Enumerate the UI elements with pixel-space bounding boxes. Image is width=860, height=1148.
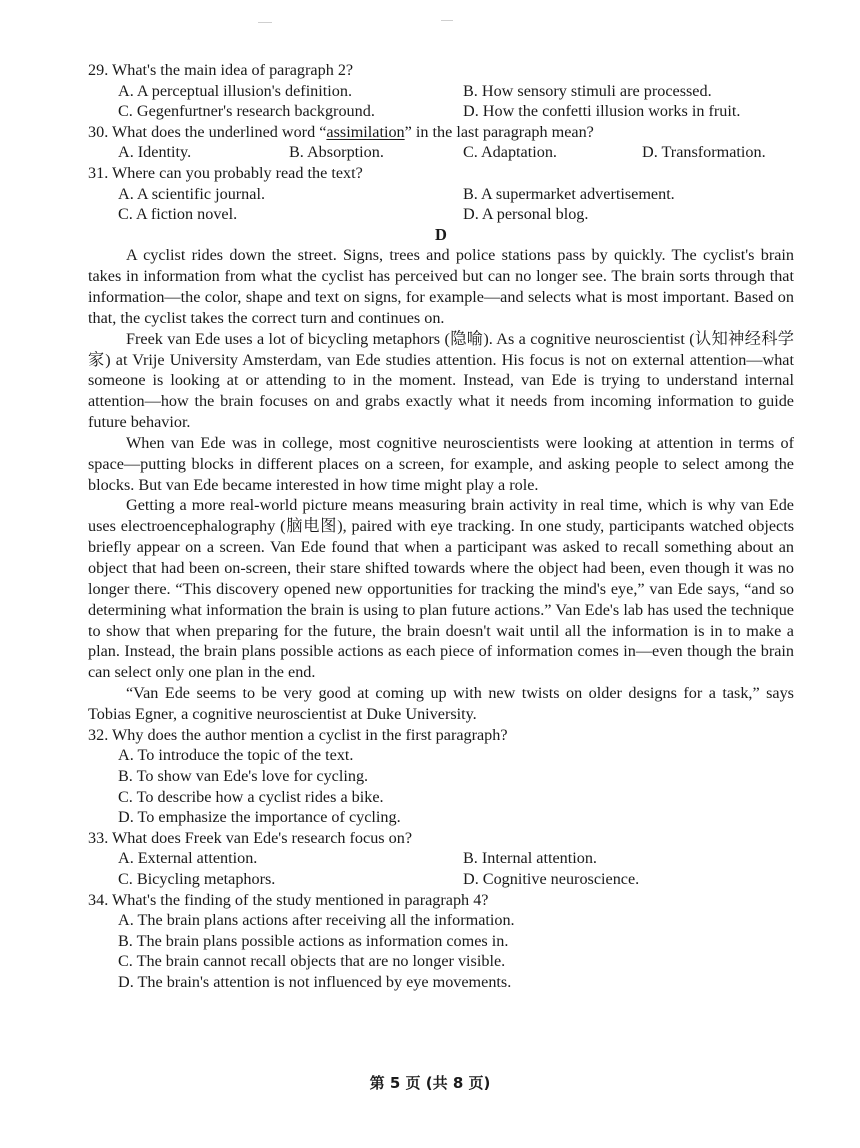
question-30-options xyxy=(88,142,794,163)
option-33-c: C. Bicycling metaphors. xyxy=(118,869,276,888)
option-30-b: B. Absorption. xyxy=(289,143,384,162)
option-34-a: A. The brain plans actions after receiving all the information. xyxy=(118,911,515,930)
question-31-options-row1 xyxy=(88,184,794,205)
question-32-stem: 32. Why does the author mention a cyclist in the first paragraph? xyxy=(88,725,508,744)
option-29-d: D. How the confetti illusion works in fruit. xyxy=(463,102,741,121)
section-label: D xyxy=(435,224,447,244)
question-29-options-row2 xyxy=(88,101,794,122)
option-33-a: A. External attention. xyxy=(118,849,258,868)
option-31-c: C. A fiction novel. xyxy=(118,205,238,224)
question-29-options-row1 xyxy=(88,81,794,102)
question-30-stem-post: ” in the last paragraph mean? xyxy=(404,122,594,141)
option-34-c: C. The brain cannot recall objects that are no longer visible. xyxy=(118,952,506,971)
scan-mark xyxy=(441,20,453,21)
exam-page xyxy=(88,60,794,992)
option-31-a: A. A scientific journal. xyxy=(118,184,266,203)
option-34-b: B. The brain plans possible actions as information comes in. xyxy=(118,931,509,950)
scan-mark xyxy=(258,22,272,23)
passage-paragraph-3: When van Ede was in college, most cognitive neuroscientists were looking at attention in terms of space—putting blocks in different places on a screen, for example, and asking people to select among the blocks. But van Ede became interested in how time might play a role. xyxy=(88,433,794,494)
option-33-b: B. Internal attention. xyxy=(463,849,597,868)
passage-paragraph-1: A cyclist rides down the street. Signs, trees and police stations pass by quickly. The cyclist's brain takes in information from what the cyclist has perceived but can no longer see. The brain sorts through that information—the color, shape and text on signs, for example—and selects what is most important. Based on that, the cyclist takes the correct turn and continues on. xyxy=(88,246,794,327)
question-34-stem: 34. What's the finding of the study mentioned in paragraph 4? xyxy=(88,890,489,909)
option-31-d: D. A personal blog. xyxy=(463,205,589,224)
passage-paragraph-4: Getting a more real-world picture means measuring brain activity in real time, which is why van Ede uses electroencephalography (脑电图), paired with eye tracking. In one study, participants watched objects briefly appear on a screen. Van Ede found that when a participant was asked to recall something about an object that had been on-screen, their stare shifted towards where the object had been, even though it was no longer there. “This discovery opened new opportunities for tracking the mind's eye,” van Ede says, “and so determining what information the brain is using to plan future actions.” Van Ede's lab has used the technique to show that when preparing for the future, the brain doesn't wait until all the information is in to make a plan. Instead, the brain plans possible actions as each piece of information comes in—even though the brain can select only one plan in the end. xyxy=(88,496,794,682)
option-30-d: D. Transformation. xyxy=(642,143,766,162)
option-29-b: B. How sensory stimuli are processed. xyxy=(463,81,712,100)
page-number-footer: 第 5 页 (共 8 页) xyxy=(369,1074,491,1092)
option-29-a: A. A perceptual illusion's definition. xyxy=(118,81,353,100)
question-33-options-row1 xyxy=(88,848,794,869)
option-30-a: A. Identity. xyxy=(118,143,192,162)
question-31-stem: 31. Where can you probably read the text? xyxy=(88,163,363,182)
option-32-c: C. To describe how a cyclist rides a bike. xyxy=(118,787,384,806)
question-30-stem-pre: 30. What does the underlined word “ xyxy=(88,122,327,141)
option-29-c: C. Gegenfurtner's research background. xyxy=(118,102,375,121)
question-33-stem: 33. What does Freek van Ede's research focus on? xyxy=(88,828,413,847)
passage-paragraph-5: “Van Ede seems to be very good at coming up with new twists on older designs for a task,” says Tobias Egner, a cognitive neuroscientist at Duke University. xyxy=(88,684,794,723)
question-30-stem xyxy=(88,122,794,143)
option-32-d: D. To emphasize the importance of cycling. xyxy=(118,808,401,827)
question-30-stem-word: assimilation xyxy=(326,122,405,141)
question-33-options-row2 xyxy=(88,869,794,890)
option-33-d: D. Cognitive neuroscience. xyxy=(463,869,640,888)
passage-paragraph-2: Freek van Ede uses a lot of bicycling metaphors (隐喻). As a cognitive neuroscientist (认知神经科学家) at Vrije University Amsterdam, van Ede studies attention. His focus is not on external attention—what someone is looking at or attending to in the moment. Instead, van Ede is trying to understand internal attention—how the brain focuses on and grabs exactly what it needs from incoming information to guide future behavior. xyxy=(88,329,794,432)
option-34-d: D. The brain's attention is not influenced by eye movements. xyxy=(118,972,512,991)
option-32-a: A. To introduce the topic of the text. xyxy=(118,746,354,765)
option-30-c: C. Adaptation. xyxy=(463,143,557,162)
question-29-stem: 29. What's the main idea of paragraph 2? xyxy=(88,61,354,79)
option-32-b: B. To show van Ede's love for cycling. xyxy=(118,766,369,785)
option-31-b: B. A supermarket advertisement. xyxy=(463,184,675,203)
question-31-options-row2 xyxy=(88,204,794,225)
